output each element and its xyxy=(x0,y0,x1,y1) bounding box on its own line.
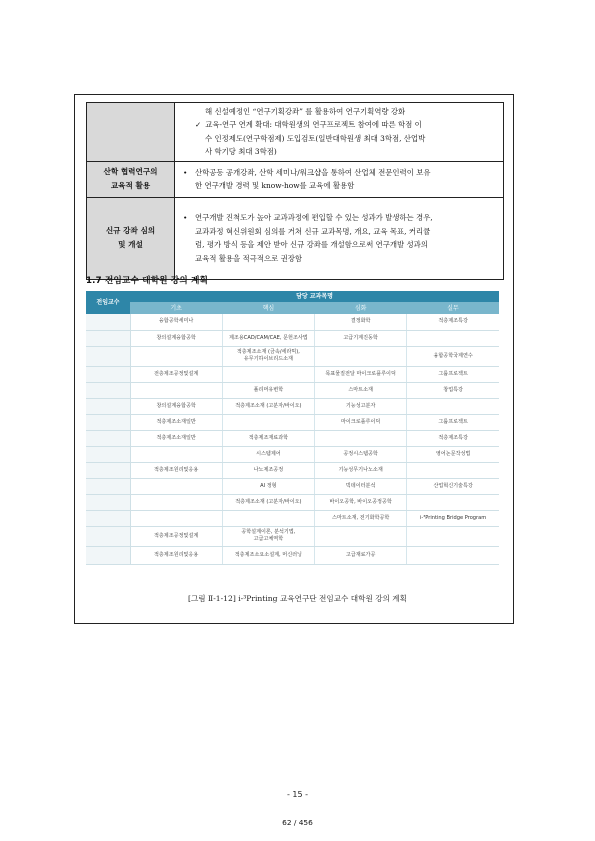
course-cell: 적층제조원리및응용 xyxy=(130,462,222,478)
plan-table xyxy=(86,102,504,280)
course-cell xyxy=(130,346,222,366)
course-cell: 그룹프로젝트 xyxy=(407,366,499,382)
grid-row xyxy=(86,314,499,330)
professor-cell xyxy=(86,462,130,478)
subheader-basic: 기초 xyxy=(130,302,222,314)
course-cell: 적층제조원리및응용 xyxy=(130,546,222,564)
course-cell xyxy=(407,330,499,346)
course-cell: 창업특강 xyxy=(407,382,499,398)
row2-label: 산학 협력연구의 교육적 활용 xyxy=(87,161,175,197)
row3-line3: 럼, 평가 방식 등을 제안 받아 신규 강좌를 개설함으로써 연구개발 성과의 xyxy=(195,240,428,250)
row2-line1: 산학공동 공개강좌, 산학 세미나/워크샵을 통하여 산업체 전문인력이 보유 xyxy=(195,167,431,177)
subheader-core: 핵심 xyxy=(222,302,314,314)
course-cell: 기능성무기나노소재 xyxy=(315,462,407,478)
professor-cell xyxy=(86,366,130,382)
professor-cell xyxy=(86,446,130,462)
grid-row xyxy=(86,494,499,510)
row3-line1: 연구개발 진척도가 높아 교과과정에 편입할 수 있는 성과가 발생하는 경우, xyxy=(195,213,433,223)
professor-cell xyxy=(86,526,130,546)
course-cell: 나노제조공정 xyxy=(222,462,314,478)
course-cell xyxy=(407,494,499,510)
course-cell xyxy=(407,462,499,478)
row3-line2: 교과과정 혁신위원회 심의를 거쳐 신규 교과목명, 개요, 교육 목표, 커리큘 xyxy=(195,226,431,236)
row1-line2-wrap xyxy=(183,118,497,131)
grid-row xyxy=(86,330,499,346)
course-cell: 산업혁신기술특강 xyxy=(407,478,499,494)
course-cell xyxy=(130,510,222,526)
course-cell: 적층제조소재 (고분자/바이오) xyxy=(222,494,314,510)
course-cell xyxy=(315,346,407,366)
grid-row xyxy=(86,462,499,478)
course-cell xyxy=(407,398,499,414)
course-cell: 바이오공학, 바이오공정공학 xyxy=(315,494,407,510)
page-number: - 15 - xyxy=(286,790,309,799)
course-cell: 창의설계융합공학 xyxy=(130,398,222,414)
course-cell xyxy=(222,314,314,330)
course-header: 담당 교과목명 xyxy=(130,291,499,302)
course-cell: 스마트소재, 전기화학공학 xyxy=(315,510,407,526)
grid-row xyxy=(86,382,499,398)
professor-cell xyxy=(86,314,130,330)
course-cell: 적층제조소재 (고분자/바이오) xyxy=(222,398,314,414)
course-cell: i-³Printing Bridge Program xyxy=(407,510,499,526)
course-cell: 스마트소재 xyxy=(315,382,407,398)
checkmark-icon: ✓ xyxy=(195,120,202,130)
page-count: 62 / 456 xyxy=(282,818,313,827)
course-cell xyxy=(407,546,499,564)
professor-cell xyxy=(86,398,130,414)
course-cell: 빅데이터분석 xyxy=(315,478,407,494)
course-cell: 적층제조특강 xyxy=(407,314,499,330)
course-cell: 적층제조특강 xyxy=(407,430,499,446)
lecture-plan-grid xyxy=(86,291,499,565)
row1-content xyxy=(175,103,504,162)
lecture-plan-figure xyxy=(86,291,499,587)
course-cell: 적층제조소요소설계, 머신러닝 xyxy=(222,546,314,564)
grid-row xyxy=(86,398,499,414)
course-cell: 융합공학세미나 xyxy=(130,314,222,330)
row1-line4: 사 학기당 최대 3학점) xyxy=(205,147,277,157)
course-cell xyxy=(315,430,407,446)
row3-line4: 교육적 활용을 적극적으로 권장함 xyxy=(195,253,303,263)
grid-row xyxy=(86,414,499,430)
grid-row xyxy=(86,366,499,382)
professor-cell xyxy=(86,494,130,510)
row3-label: 신규 강좌 심의 및 개설 xyxy=(87,197,175,279)
course-cell: 영어논문작성법 xyxy=(407,446,499,462)
grid-row xyxy=(86,446,499,462)
course-cell: 적층제조소재일반 xyxy=(130,430,222,446)
course-cell: 시스템제어 xyxy=(222,446,314,462)
professor-header: 전임교수 xyxy=(86,291,130,314)
row1-line1: 해 신설예정인 “연구기획강좌” 를 활용하여 연구기획역량 강화 xyxy=(205,107,406,116)
bullet-icon: • xyxy=(183,213,188,223)
course-cell xyxy=(222,366,314,382)
course-cell xyxy=(130,382,222,398)
grid-row xyxy=(86,510,499,526)
professor-cell xyxy=(86,430,130,446)
row2-line2: 한 연구개발 경력 및 know-how를 교육에 활용함 xyxy=(195,181,355,191)
course-cell xyxy=(130,478,222,494)
course-cell xyxy=(130,494,222,510)
figure-caption: [그림 Ⅱ-1-12] i-³Printing 교육연구단 전임교수 대학원 강의 계획 xyxy=(188,594,407,603)
professor-cell xyxy=(86,478,130,494)
course-cell xyxy=(222,510,314,526)
grid-row xyxy=(86,346,499,366)
empty-label-cell xyxy=(87,103,175,162)
section-heading: 1.7 전임교수 대학원 강의 계획 xyxy=(86,276,209,286)
grid-row xyxy=(86,526,499,546)
grid-row xyxy=(86,478,499,494)
professor-cell xyxy=(86,330,130,346)
course-cell: 전층제조공정및설계 xyxy=(130,366,222,382)
professor-cell xyxy=(86,346,130,366)
subheader-practice: 실무 xyxy=(407,302,499,314)
course-cell: 제조용CAD/CAM/CAE, 문헌조사법 xyxy=(222,330,314,346)
course-cell xyxy=(130,446,222,462)
subheader-advanced: 심화 xyxy=(315,302,407,314)
course-cell: 적층제조소재 (금속/세라믹), 유무기하이브리드소재 xyxy=(222,346,314,366)
course-cell: 목표물질전달 마이크로플루이딕 xyxy=(315,366,407,382)
course-cell xyxy=(315,526,407,546)
course-cell: 적층제조공정및설계 xyxy=(130,526,222,546)
professor-cell xyxy=(86,414,130,430)
course-cell: 마이크로플루이딕 xyxy=(315,414,407,430)
course-cell: 공학설계이론, 분석기법, 고급고체역학 xyxy=(222,526,314,546)
course-cell: 폴리머유변학 xyxy=(222,382,314,398)
course-cell: AI 정형 xyxy=(222,478,314,494)
row3-content xyxy=(175,197,504,279)
course-cell: 기능성고분자 xyxy=(315,398,407,414)
professor-cell xyxy=(86,382,130,398)
course-cell: 창의설계융합공학 xyxy=(130,330,222,346)
course-cell xyxy=(407,526,499,546)
course-cell: 그룹프로젝트 xyxy=(407,414,499,430)
course-cell: 융합공학국제연수 xyxy=(407,346,499,366)
course-cell: 적층제조재료과학 xyxy=(222,430,314,446)
course-cell: 적층제조소재일반 xyxy=(130,414,222,430)
professor-cell xyxy=(86,546,130,564)
row1-line2: 교육-연구 연계 확대: 대학원생의 연구프로젝트 참여에 따른 학점 이 xyxy=(205,120,422,130)
course-cell: 고급재료가공 xyxy=(315,546,407,564)
professor-cell xyxy=(86,510,130,526)
course-cell: 결정화학 xyxy=(315,314,407,330)
grid-row xyxy=(86,430,499,446)
course-cell: 고급기계진동학 xyxy=(315,330,407,346)
row1-line3: 수 인정제도(연구학점제) 도입검토(일반대학원생 최대 3학점, 산업박 xyxy=(205,133,426,143)
bullet-icon: • xyxy=(183,167,188,177)
grid-row xyxy=(86,546,499,564)
row2-content xyxy=(175,161,504,197)
course-cell: 공정시스템공학 xyxy=(315,446,407,462)
course-cell xyxy=(222,414,314,430)
